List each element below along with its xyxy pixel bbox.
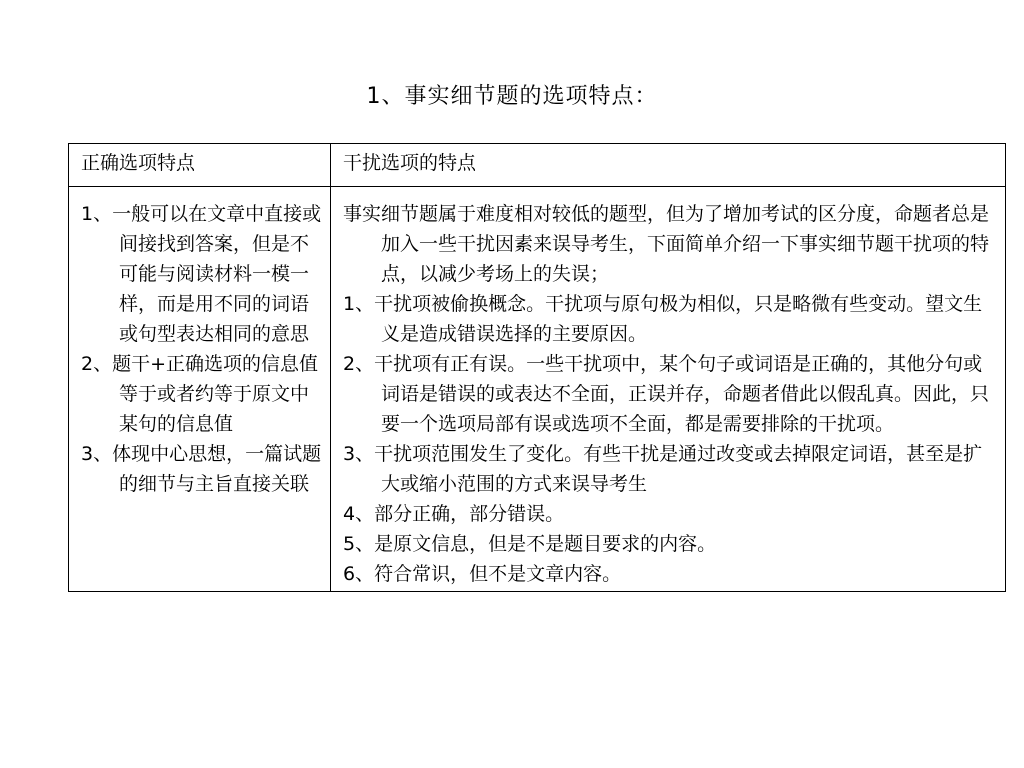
correct-item-1: 1、一般可以在文章中直接或间接找到答案，但是不可能与阅读材料一模一样，而是用不同的词语或句型表达相同的意思 (81, 203, 322, 345)
table-body-row (69, 187, 1006, 592)
slide-title: 1、事实细节题的选项特点： (366, 84, 658, 109)
correct-item-3: 3、体现中心思想，一篇试题的细节与主旨直接关联 (81, 443, 322, 495)
distractor-intro: 事实细节题属于难度相对较低的题型，但为了增加考试的区分度，命题者总是加入一些干扰因素来误导考生，下面简单介绍一下事实细节题干扰项的特点，以减少考场上的失误； (343, 203, 990, 285)
distractor-item-2: 2、干扰项有正有误。一些干扰项中，某个句子或词语是正确的，其他分句或词语是错误的或表达不全面，正误并存，命题者借此以假乱真。因此，只要一个选项局部有误或选项不全面，都是需要排除的干扰项。 (343, 353, 990, 435)
distractor-item-1: 1、干扰项被偷换概念。干扰项与原句极为相似，只是略微有些变动。望文生义是造成错误选择的主要原因。 (343, 293, 983, 345)
distractor-item-5: 5、是原文信息，但是不是题目要求的内容。 (343, 533, 717, 555)
correct-item-2: 2、题干+正确选项的信息值等于或者约等于原文中某句的信息值 (81, 353, 319, 435)
distractor-item-6: 6、符合常识，但不是文章内容。 (343, 563, 622, 585)
header-distractor-options: 干扰选项的特点 (331, 144, 1006, 187)
features-table (68, 143, 1006, 592)
header-correct-options: 正确选项特点 (69, 144, 331, 187)
distractor-item-3: 3、干扰项范围发生了变化。有些干扰是通过改变或去掉限定词语，甚至是扩大或缩小范围的方式来误导考生 (343, 443, 983, 495)
table-header-row (69, 144, 1006, 187)
distractor-item-4: 4、部分正确，部分错误。 (343, 503, 565, 525)
correct-options-cell (69, 187, 331, 592)
distractor-options-cell (331, 187, 1006, 592)
